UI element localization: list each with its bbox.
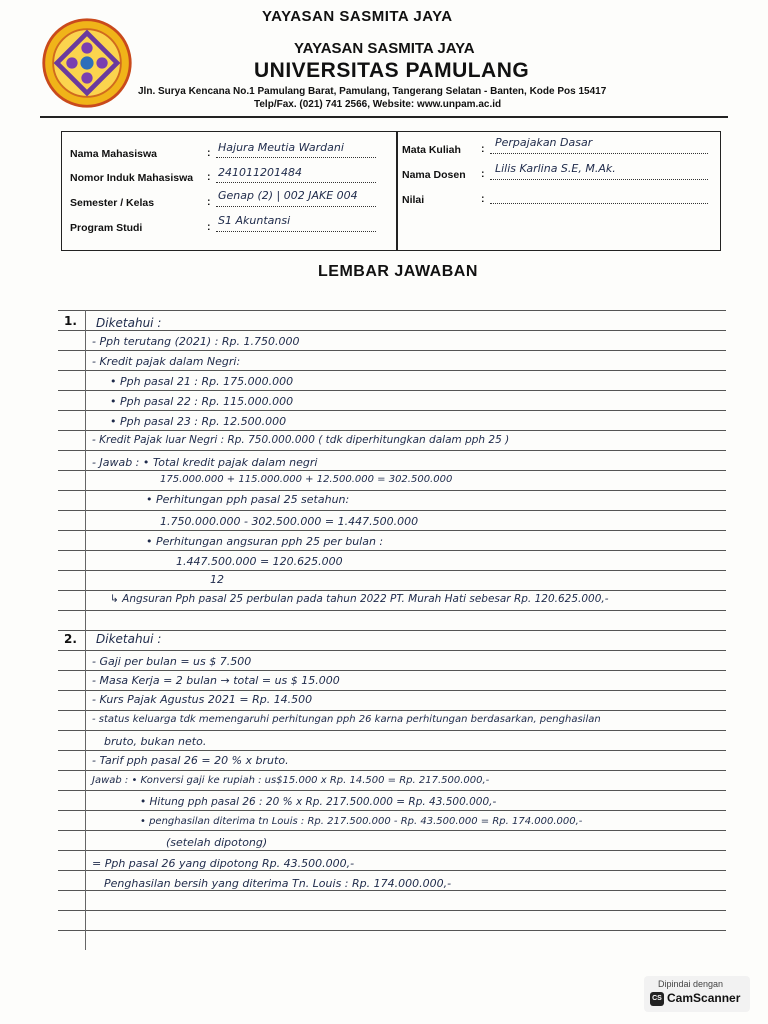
study-program-value: S1 Akuntansi [218,214,291,227]
margin-line [85,310,86,950]
ruled-line [58,610,726,611]
student-id-label: Nomor Induk Mahasiswa [70,172,194,184]
ruled-line [58,550,726,551]
ruled-line [58,910,726,911]
ruled-line [58,390,726,391]
question-number: 1. [64,314,77,328]
semester-class-label: Semester / Kelas [70,197,155,209]
answer-line: ↳ Angsuran Pph pasal 25 perbulan pada tahun 2022 PT. Murah Hati sebesar Rp. 120.625.000,- [110,593,609,605]
answer-sheet-title: LEMBAR JAWABAN [318,263,478,280]
ruled-line [58,330,726,331]
ruled-line [58,530,726,531]
scanner-caption: Dipindai dengan [658,979,724,989]
ruled-line [58,790,726,791]
answer-line: 12 [210,573,224,586]
foundation-name: YAYASAN SASMITA JAYA [294,40,475,57]
grade-label: Nilai [402,194,425,206]
ruled-line [58,690,726,691]
ruled-line [58,510,726,511]
student-name-label: Nama Mahasiswa [70,148,157,160]
ruled-line [58,370,726,371]
foundation-name-top: YAYASAN SASMITA JAYA [262,8,453,25]
colon: : [207,221,211,233]
answer-line: 1.750.000.000 - 302.500.000 = 1.447.500.000 [160,515,419,528]
colon: : [207,147,211,159]
lecturer-value: Lilis Karlina S.E, M.Ak. [495,162,616,175]
student-info-box [61,131,721,251]
answer-line: 175.000.000 + 115.000.000 + 12.500.000 = 302.500.000 [160,474,453,485]
answer-line: • penghasilan diterima tn Louis : Rp. 217.500.000 - Rp. 43.500.000 = Rp. 174.000.000,- [140,816,583,827]
university-name: UNIVERSITAS PAMULANG [254,59,530,82]
ruled-line [58,570,726,571]
answer-line: 1.447.500.000 = 120.625.000 [176,555,343,568]
ruled-line [58,450,726,451]
dotted-line [216,230,376,232]
info-box-divider [396,131,398,251]
answer-line: Jawab : • Konversi gaji ke rupiah : us$15.000 x Rp. 14.500 = Rp. 217.500.000,- [92,775,490,786]
university-contact: Telp/Fax. (021) 741 2566, Website: www.unpam.ac.id [254,99,502,110]
colon: : [207,171,211,183]
answer-line: - Masa Kerja = 2 bulan → total = us $ 15.000 [92,674,340,687]
study-program-label: Program Studi [70,222,143,234]
answer-line: - Pph terutang (2021) : Rp. 1.750.000 [92,335,300,348]
dotted-line [490,178,708,180]
ruled-line [58,870,726,871]
answer-line: - Kredit Pajak luar Negri : Rp. 750.000.000 ( tdk diperhitungkan dalam pph 25 ) [92,434,510,446]
answer-line: • Pph pasal 21 : Rp. 175.000.000 [110,375,294,388]
ruled-line [58,750,726,751]
colon: : [481,143,485,155]
camscanner-icon: CS [650,992,664,1006]
answer-line: - Kredit pajak dalam Negri: [92,355,241,368]
answer-line: - Kurs Pajak Agustus 2021 = Rp. 14.500 [92,693,313,706]
colon: : [481,168,485,180]
dotted-line [216,205,376,207]
ruled-line [58,670,726,671]
answer-line: (setelah dipotong) [166,836,268,849]
answer-line: Diketahui : [96,316,162,330]
ruled-line [58,930,726,931]
student-id-value: 241011201484 [218,166,302,179]
answer-line: • Pph pasal 22 : Rp. 115.000.000 [110,395,294,408]
dotted-line [216,156,376,158]
course-value: Perpajakan Dasar [495,136,593,149]
answer-line: Penghasilan bersih yang diterima Tn. Louis : Rp. 174.000.000,- [104,877,452,890]
ruled-line [58,770,726,771]
student-name-value: Hajura Meutia Wardani [218,141,344,154]
ruled-line [58,650,726,651]
dotted-line [490,152,708,154]
ruled-line [58,630,726,631]
ruled-line [58,830,726,831]
colon: : [481,193,485,205]
ruled-line [58,470,726,471]
dotted-line [490,202,708,204]
semester-class-value: Genap (2) | 002 JAKE 004 [218,189,358,202]
answer-line: • Pph pasal 23 : Rp. 12.500.000 [110,415,287,428]
ruled-line [58,590,726,591]
answer-line: = Pph pasal 26 yang dipotong Rp. 43.500.000,- [92,857,355,870]
university-logo [40,16,134,110]
ruled-line [58,490,726,491]
lecturer-label: Nama Dosen [402,169,466,181]
ruled-line [58,350,726,351]
scanner-brand: CamScanner [667,991,741,1005]
answer-line: • Perhitungan angsuran pph 25 per bulan : [146,535,384,548]
ruled-line [58,430,726,431]
answer-line: - Jawab : • Total kredit pajak dalam negri [92,456,318,469]
question-number: 2. [64,632,77,646]
colon: : [207,196,211,208]
ruled-line [58,310,726,311]
answer-line: - Tarif pph pasal 26 = 20 % x bruto. [92,754,289,767]
ruled-line [58,710,726,711]
header-divider [40,116,728,118]
answer-line: - status keluarga tdk memengaruhi perhitungan pph 26 karna perhitungan berdasarkan, penghasilan [92,714,601,725]
answer-line: • Perhitungan pph pasal 25 setahun: [146,493,350,506]
answer-line: Diketahui : [96,632,162,646]
ruled-line [58,730,726,731]
answer-line: bruto, bukan neto. [104,735,207,748]
university-address: Jln. Surya Kencana No.1 Pamulang Barat, Pamulang, Tangerang Selatan - Banten, Kode Pos 15417 [138,86,607,97]
dotted-line [216,181,376,183]
answer-line: • Hitung pph pasal 26 : 20 % x Rp. 217.500.000 = Rp. 43.500.000,- [140,796,497,808]
ruled-line [58,890,726,891]
course-label: Mata Kuliah [402,144,461,156]
answer-line: - Gaji per bulan = us $ 7.500 [92,655,252,668]
ruled-line [58,850,726,851]
ruled-line [58,810,726,811]
ruled-line [58,410,726,411]
